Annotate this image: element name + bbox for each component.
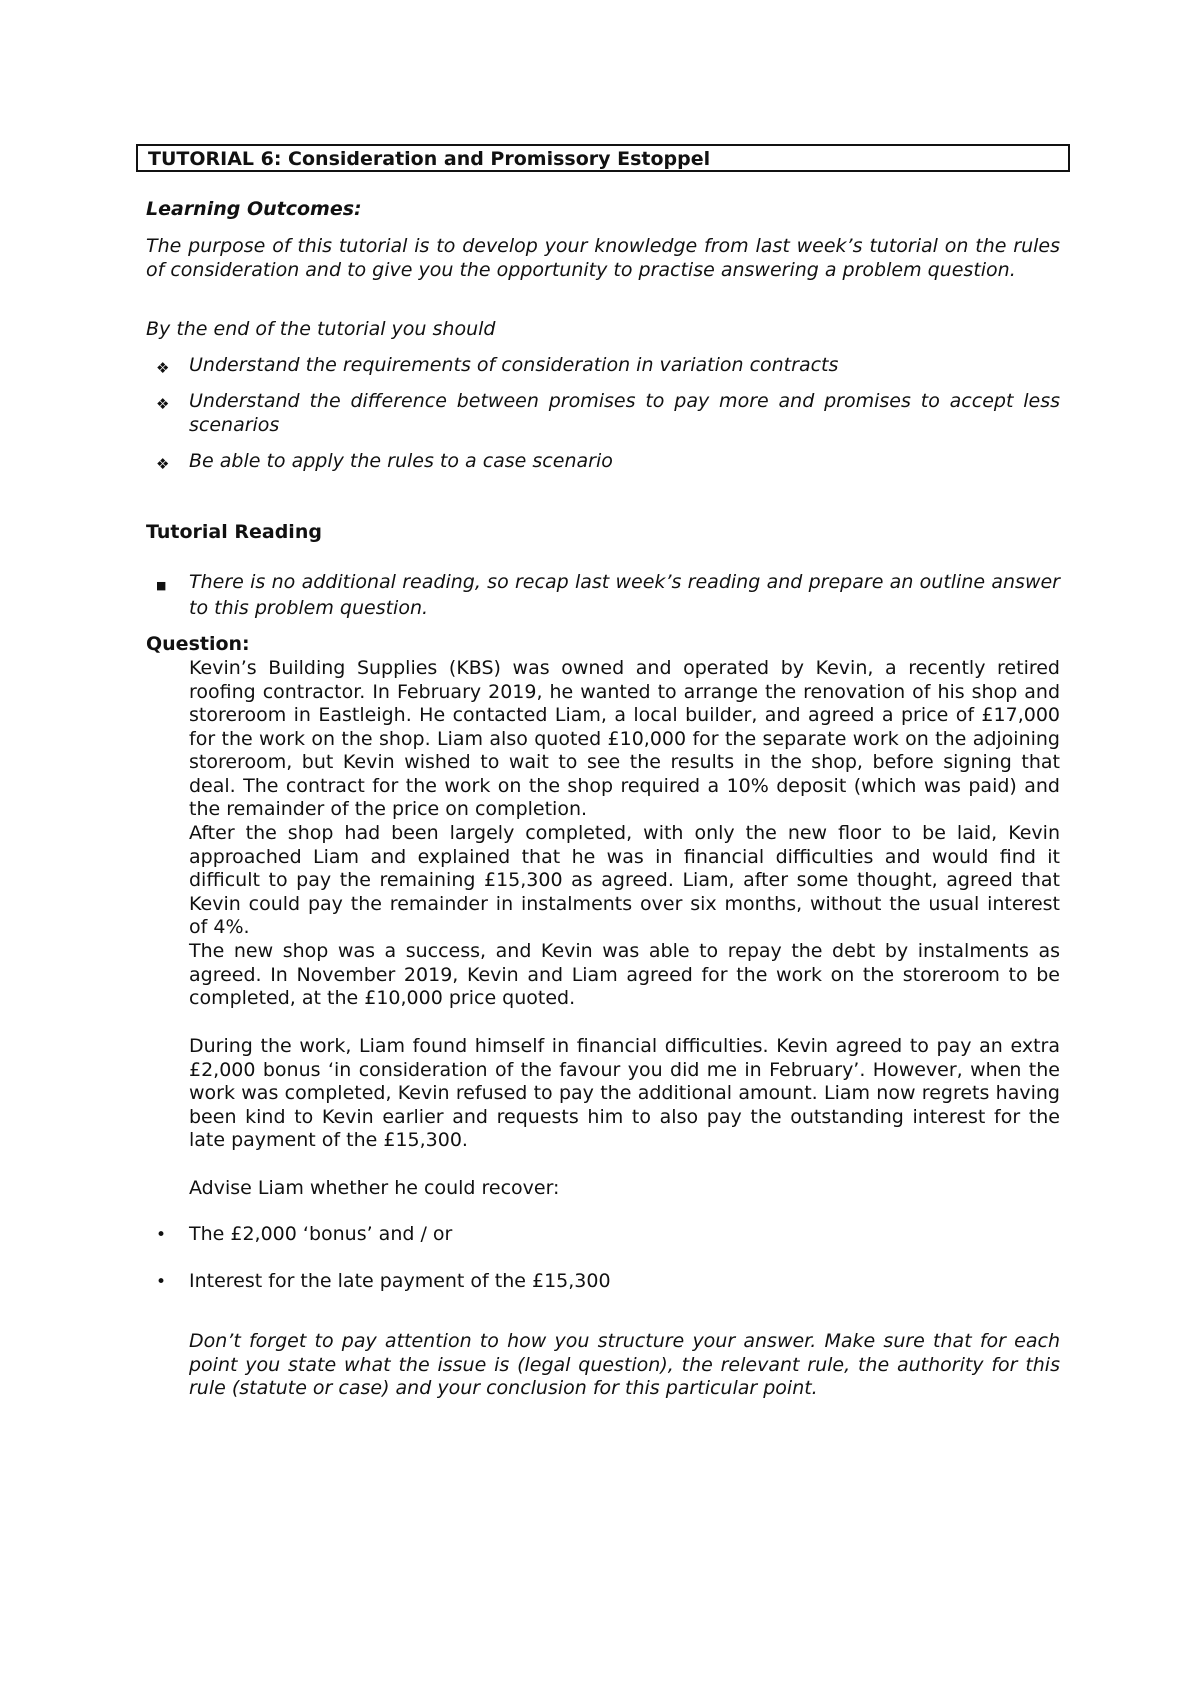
question-paragraph-1: Kevin’s Building Supplies (KBS) was owned and operated by Kevin, a recently retired roofing contractor. In February 2019, he wanted to arrange the renovation of his shop and storeroom in Eastleigh. He contacted Liam, a local builder, and agreed a price of £17,000 for the work on the shop. Liam also quoted £10,000 for the separate work on the adjoining storeroom, but Kevin wished to wait to see the results in the shop, before signing that deal. The contract for the work on the shop required a 10% deposit (which was paid) and the remainder of the price on completion.	[189, 657, 1060, 820]
dot-bullet-icon: •	[156, 1272, 167, 1292]
diamond-bullet-icon: ❖	[156, 359, 170, 377]
learning-outcomes-heading: Learning Outcomes:	[146, 198, 362, 220]
tutorial-reading-heading: Tutorial Reading	[146, 521, 322, 543]
outcome-item: ❖ Understand the difference between promises to pay more and promises to accept less scenarios	[156, 390, 1060, 436]
advise-item: • The £2,000 ‘bonus’ and / or	[146, 1223, 1060, 1247]
outcome-item: ❖ Be able to apply the rules to a case scenario	[146, 450, 1060, 474]
structure-note: Don’t forget to pay attention to how you structure your answer. Make sure that for each point you state what the issue is (legal question), the relevant rule, the authority for this rule (statute or case) and your conclusion for this particular point.	[189, 1330, 1060, 1399]
question-paragraph-3: The new shop was a success, and Kevin was able to repay the debt by instalments as agreed. In November 2019, Kevin and Liam agreed for the work on the storeroom to be completed, at the £10,000 price quoted.	[189, 940, 1060, 1009]
question-paragraph-4: During the work, Liam found himself in financial difficulties. Kevin agreed to pay an extra £2,000 bonus ‘in consideration of the favour you did me in February’. However, when the work was completed, Kevin refused to pay the additional amount. Liam now regrets having been kind to Kevin earlier and requests him to also pay the outstanding interest for the late payment of the £15,300.	[189, 1035, 1060, 1151]
outcome-item: ❖ Understand the requirements of consideration in variation contracts	[146, 354, 1060, 378]
diamond-bullet-icon: ❖	[156, 395, 170, 413]
square-bullet-icon: ■	[156, 579, 167, 592]
question-heading: Question:	[146, 633, 250, 655]
tutorial-title: TUTORIAL 6: Consideration and Promissory Estoppel	[136, 144, 1070, 172]
dot-bullet-icon: •	[156, 1225, 167, 1245]
learning-outcomes-intro: The purpose of this tutorial is to develop your knowledge from last week’s tutorial on the rules of consideration and to give you the opportunity to practise answering a problem question.	[146, 235, 1060, 281]
diamond-bullet-icon: ❖	[156, 455, 170, 473]
reading-item: ■ There is no additional reading, so recap last week’s reading and prepare an outline answer to this problem question.	[156, 571, 1060, 619]
by-end-text: By the end of the tutorial you should	[146, 318, 496, 340]
advise-text: Advise Liam whether he could recover:	[189, 1177, 560, 1199]
question-paragraph-2: After the shop had been largely completed, with only the new floor to be laid, Kevin approached Liam and explained that he was in financial difficulties and would find it difficult to pay the remaining £15,300 as agreed. Liam, after some thought, agreed that Kevin could pay the remainder in instalments over six months, without the usual interest of 4%.	[189, 822, 1060, 938]
advise-item: • Interest for the late payment of the £15,300	[146, 1270, 1060, 1294]
